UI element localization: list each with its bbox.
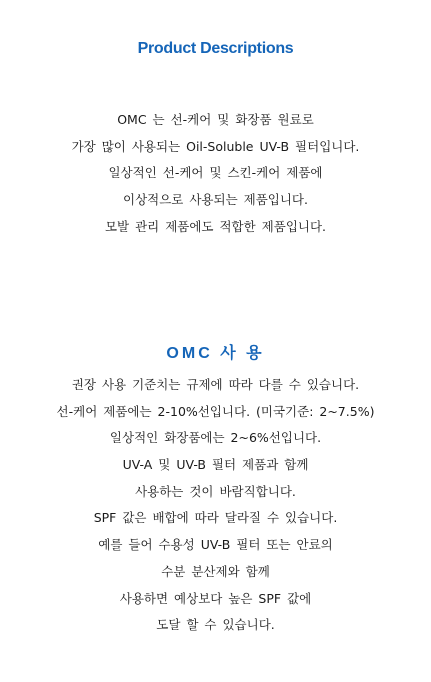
product-descriptions-title: Product Descriptions xyxy=(137,40,294,57)
usage-line: UV-A 및 UV-B 필터 제품과 함께 xyxy=(122,457,309,473)
description-line: 가장 많이 사용되는 Oil-Soluble UV-B 필터입니다. xyxy=(71,138,360,154)
usage-line: 사용하는 것이 바람직합니다. xyxy=(135,483,296,499)
usage-line: 권장 사용 기준치는 규제에 따라 다를 수 있습니다. xyxy=(71,377,360,392)
usage-line: 사용하면 예상보다 높은 SPF 값에 xyxy=(119,590,312,606)
usage-line: SPF 값은 배합에 따라 달라질 수 있습니다. xyxy=(93,510,338,526)
description-line: OMC 는 선-케어 및 화장품 원료로 xyxy=(117,112,314,127)
usage-line: 선-케어 제품에는 2-10%선입니다. (미국기준: 2~7.5%) xyxy=(56,403,375,419)
description-line: 이상적으로 사용되는 제품입니다. xyxy=(123,192,308,208)
description-line: 모발 관리 제품에도 적합한 제품입니다. xyxy=(104,218,327,234)
omc-usage-body xyxy=(0,372,431,639)
usage-line: 수분 분산제와 함께 xyxy=(161,563,270,579)
product-descriptions-body xyxy=(0,107,431,240)
omc-usage-title: OMC 사 용 xyxy=(166,345,265,362)
description-line: 일상적인 선-케어 및 스킨-케어 제품에 xyxy=(108,165,323,181)
usage-line: 일상적인 화장품에는 2~6%선입니다. xyxy=(109,430,322,446)
usage-line: 도달 할 수 있습니다. xyxy=(156,617,275,633)
usage-line: 예를 들어 수용성 UV-B 필터 또는 안료의 xyxy=(98,537,333,553)
